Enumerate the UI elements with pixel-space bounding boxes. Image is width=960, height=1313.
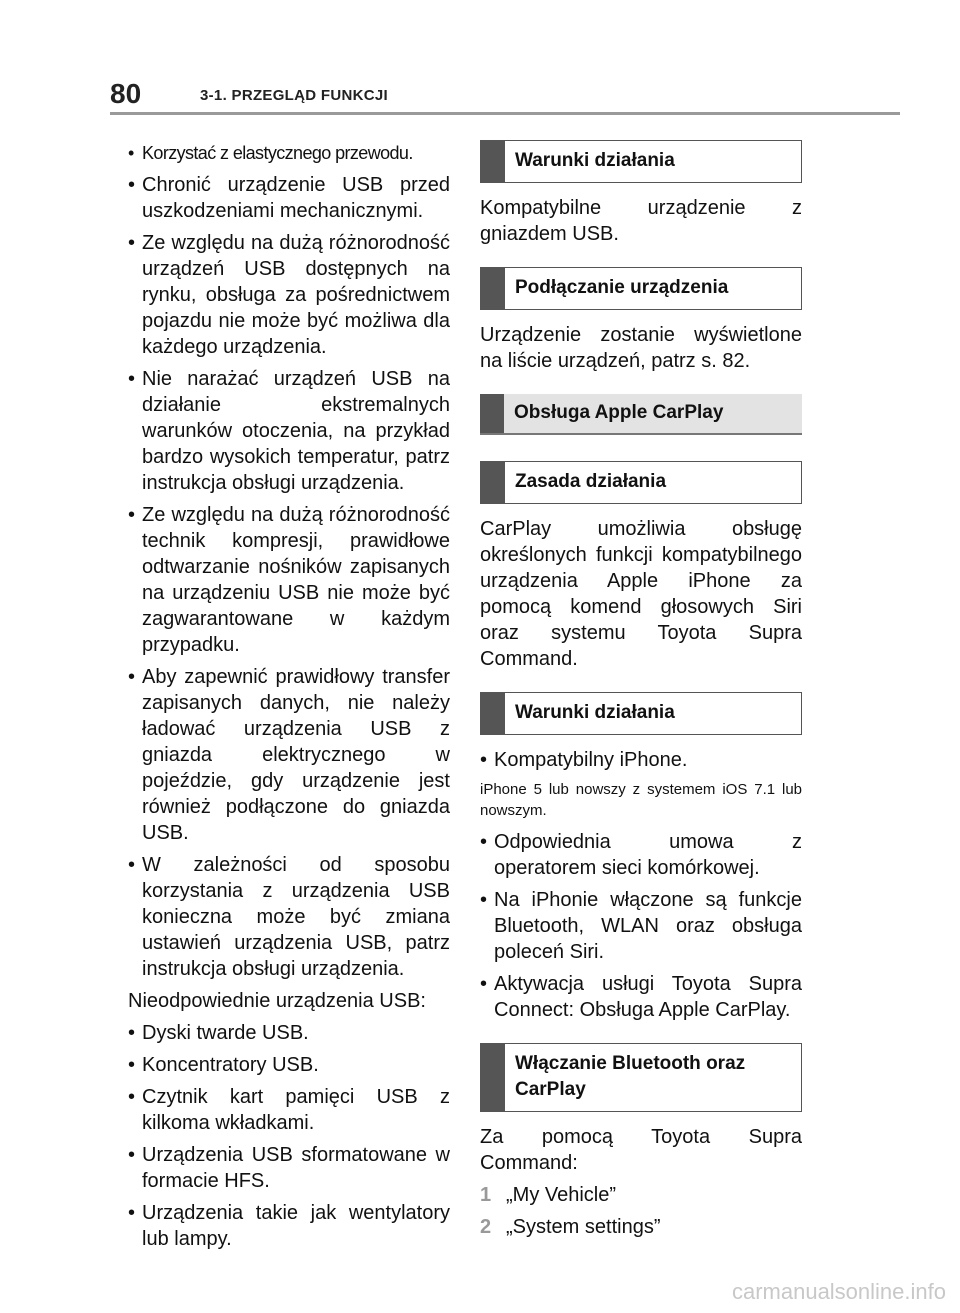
subheading-label: Podłączanie urządzenia [515, 277, 729, 298]
subheading-box [480, 461, 802, 504]
subheading-label: Włączanie Bluetooth oraz CarPlay [515, 1053, 746, 1100]
list-item: • Ze względu na dużą różnorodność technik kompresji, prawidłowe odtwarzanie nośników zapisanych na urządzeniu USB nie może być zagwarantowane w każdym przypadku. [128, 502, 450, 658]
list-item: • Chronić urządzenie USB przed uszkodzeniami mechanicznymi. [128, 172, 450, 224]
list-item: • Koncentratory USB. [128, 1052, 450, 1078]
list-item: • Urządzenia USB sformatowane w formacie HFS. [128, 1142, 450, 1194]
subheading-marker [481, 141, 505, 182]
subheading-marker [481, 693, 505, 734]
subheading-marker [481, 1044, 505, 1111]
list-item: • Nie narażać urządzeń USB na działanie ekstremalnych warunków otoczenia, na przykład bardzo wysokich temperatur, patrz instrukcja obsługi urządzenia. [128, 366, 450, 496]
subheading-label: Warunki działania [515, 702, 675, 723]
step-item [480, 1182, 802, 1208]
subheading-marker [481, 268, 505, 309]
section-banner [480, 394, 802, 435]
right-column [480, 140, 802, 1246]
step-number: 1 [480, 1184, 492, 1206]
list-item: • W zależności od sposobu korzystania z urządzenia USB konieczna może być zmiana ustawień urządzenia USB, patrz instrukcja obsługi urządzenia. [128, 852, 450, 982]
list-item: • Aktywacja usługi Toyota Supra Connect: Obsługa Apple CarPlay. [480, 971, 802, 1023]
list-item: • Czytnik kart pamięci USB z kilkoma wkładkami. [128, 1084, 450, 1136]
section-title: 3-1. PRZEGLĄD FUNKCJI [200, 87, 388, 104]
left-column [128, 140, 450, 1258]
watermark: carmanualsonline.info [731, 1279, 946, 1304]
header-divider [110, 112, 900, 115]
subheading-box [480, 267, 802, 310]
subheading-box [480, 1043, 802, 1112]
list-item: • Korzystać z elastycznego przewodu. [128, 140, 450, 166]
page-number: 80 [110, 78, 142, 109]
subheading-label: Zasada działania [515, 471, 667, 492]
step-text: „System settings” [506, 1216, 661, 1238]
list-item: • Kompatybilny iPhone. [480, 747, 802, 773]
banner-label: Obsługa Apple CarPlay [514, 402, 724, 423]
page-header [110, 78, 900, 112]
paragraph: CarPlay umożliwia obsługę określonych funkcji kompatybilnego urządzenia Apple iPhone za pomocą komend głosowych Siri oraz systemu Toyota Supra Command. [480, 518, 802, 670]
subheading-marker [481, 462, 505, 503]
step-text: „My Vehicle” [506, 1184, 617, 1206]
list-item: • Aby zapewnić prawidłowy transfer zapisanych danych, nie należy ładować urządzenia USB z gniazda elektrycznego w pojeździe, gdy urządzenie jest również podłączone do gniazda USB. [128, 664, 450, 846]
list-item: • Dyski twarde USB. [128, 1020, 450, 1046]
subheading-box [480, 692, 802, 735]
banner-marker [480, 394, 504, 433]
list-item: • Ze względu na dużą różnorodność urządzeń USB dostępnych na rynku, obsługa za pośrednictwem pojazdu nie może być możliwa dla każdego urządzenia. [128, 230, 450, 360]
paragraph: Kompatybilne urządzenie z gniazdem USB. [480, 197, 802, 245]
step-number: 2 [480, 1216, 492, 1238]
list-item: • Odpowiednia umowa z operatorem sieci komórkowej. [480, 829, 802, 881]
step-item [480, 1214, 802, 1240]
iphone-note: iPhone 5 lub nowszy z systemem iOS 7.1 lub nowszym. [480, 781, 802, 819]
paragraph: Urządzenie zostanie wyświetlone na liście urządzeń, patrz s. 82. [480, 324, 802, 372]
subheading-box [480, 140, 802, 183]
list-item: • Na iPhonie włączone są funkcje Bluetooth, WLAN oraz obsługa poleceń Siri. [480, 887, 802, 965]
paragraph: Za pomocą Toyota Supra Command: [480, 1126, 802, 1174]
unsuitable-intro: Nieodpowiednie urządzenia USB: [128, 990, 426, 1012]
list-item: • Urządzenia takie jak wentylatory lub lampy. [128, 1200, 450, 1252]
subheading-label: Warunki działania [515, 150, 675, 171]
